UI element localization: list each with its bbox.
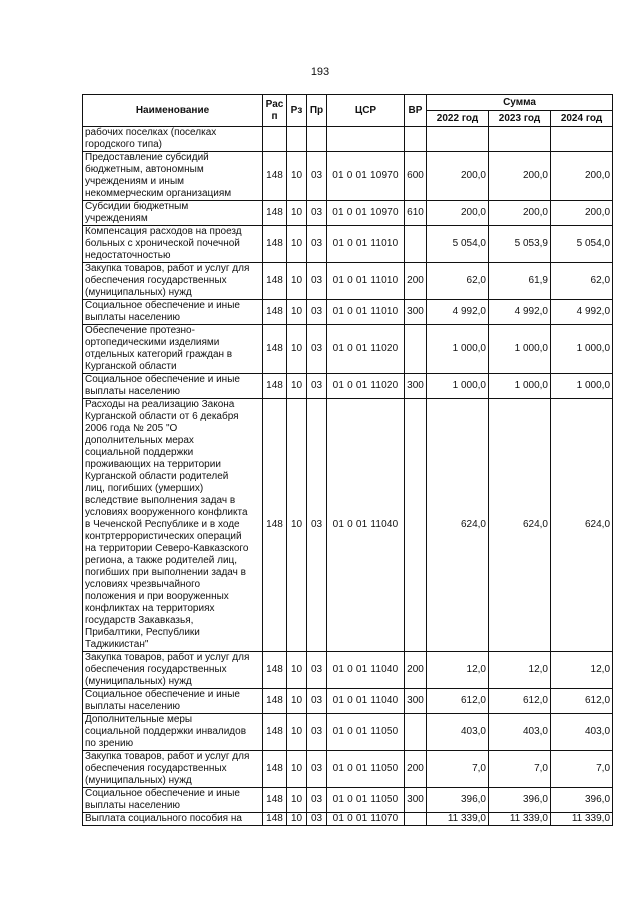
row-amount-2024: 7,0: [551, 751, 613, 788]
row-pr: 03: [307, 374, 327, 399]
row-csr: 01 0 01 11040: [327, 652, 405, 689]
row-pr: 03: [307, 300, 327, 325]
row-rasp: 148: [263, 399, 287, 652]
row-amount-2022: 396,0: [427, 788, 489, 813]
row-amount-2022: [427, 127, 489, 152]
header-rasp: Рас п: [263, 95, 287, 127]
row-rz: 10: [287, 325, 307, 374]
row-pr: [307, 127, 327, 152]
row-name: Обеспечение протезно- ортопедическими изделиями отдельных категорий граждан в Курганской области: [83, 325, 263, 374]
row-rz: 10: [287, 374, 307, 399]
row-rasp: 148: [263, 788, 287, 813]
row-rasp: 148: [263, 201, 287, 226]
row-pr: 03: [307, 714, 327, 751]
header-year-2024: 2024 год: [551, 111, 613, 127]
row-csr: [327, 127, 405, 152]
row-vr: 300: [405, 788, 427, 813]
row-rasp: 148: [263, 325, 287, 374]
row-rasp: 148: [263, 263, 287, 300]
row-name: Социальное обеспечение и иные выплаты населению: [83, 689, 263, 714]
row-amount-2023: 1 000,0: [489, 325, 551, 374]
row-rasp: [263, 127, 287, 152]
row-vr: 200: [405, 652, 427, 689]
row-rasp: 148: [263, 689, 287, 714]
row-pr: 03: [307, 652, 327, 689]
table-row: [83, 751, 613, 788]
row-amount-2022: 4 992,0: [427, 300, 489, 325]
row-pr: 03: [307, 751, 327, 788]
row-amount-2022: 200,0: [427, 201, 489, 226]
header-sum: Сумма: [427, 95, 613, 111]
page-number: 193: [310, 66, 330, 78]
row-rasp: 148: [263, 226, 287, 263]
row-amount-2024: [551, 127, 613, 152]
header-year-2023: 2023 год: [489, 111, 551, 127]
row-amount-2022: 1 000,0: [427, 374, 489, 399]
row-amount-2022: 403,0: [427, 714, 489, 751]
row-amount-2023: 396,0: [489, 788, 551, 813]
row-amount-2022: 200,0: [427, 152, 489, 201]
row-vr: [405, 325, 427, 374]
budget-table: [82, 94, 613, 826]
row-amount-2022: 5 054,0: [427, 226, 489, 263]
table-row: [83, 399, 613, 652]
row-name: Дополнительные меры социальной поддержки инвалидов по зрению: [83, 714, 263, 751]
row-rz: 10: [287, 652, 307, 689]
table-row: [83, 127, 613, 152]
row-vr: 200: [405, 751, 427, 788]
row-amount-2022: 62,0: [427, 263, 489, 300]
row-vr: 300: [405, 374, 427, 399]
header-vr: ВР: [405, 95, 427, 127]
row-name: Закупка товаров, работ и услуг для обеспечения государственных (муниципальных) нужд: [83, 652, 263, 689]
row-csr: 01 0 01 11050: [327, 788, 405, 813]
row-amount-2022: 624,0: [427, 399, 489, 652]
row-csr: 01 0 01 11040: [327, 399, 405, 652]
row-csr: 01 0 01 11050: [327, 714, 405, 751]
row-amount-2023: 11 339,0: [489, 813, 551, 826]
row-rasp: 148: [263, 300, 287, 325]
row-amount-2023: 7,0: [489, 751, 551, 788]
row-rz: 10: [287, 201, 307, 226]
table-row: [83, 714, 613, 751]
row-amount-2023: 624,0: [489, 399, 551, 652]
row-csr: 01 0 01 11010: [327, 300, 405, 325]
row-name: Социальное обеспечение и иные выплаты населению: [83, 788, 263, 813]
row-name: Социальное обеспечение и иные выплаты населению: [83, 300, 263, 325]
row-csr: 01 0 01 10970: [327, 152, 405, 201]
row-csr: 01 0 01 10970: [327, 201, 405, 226]
row-amount-2024: 5 054,0: [551, 226, 613, 263]
row-amount-2024: 11 339,0: [551, 813, 613, 826]
row-rz: 10: [287, 788, 307, 813]
row-pr: 03: [307, 788, 327, 813]
row-name: Закупка товаров, работ и услуг для обеспечения государственных (муниципальных) нужд: [83, 263, 263, 300]
row-amount-2024: 62,0: [551, 263, 613, 300]
row-rasp: 148: [263, 751, 287, 788]
row-name: Предоставление субсидий бюджетным, автономным учреждениям и иным некоммерческим организациям: [83, 152, 263, 201]
row-pr: 03: [307, 689, 327, 714]
table-row: [83, 152, 613, 201]
row-rz: 10: [287, 751, 307, 788]
header-pr: Пр: [307, 95, 327, 127]
row-rasp: 148: [263, 813, 287, 826]
row-rz: 10: [287, 689, 307, 714]
row-rz: 10: [287, 714, 307, 751]
row-rz: 10: [287, 226, 307, 263]
row-rz: 10: [287, 399, 307, 652]
row-amount-2023: 200,0: [489, 152, 551, 201]
table-row: [83, 263, 613, 300]
row-amount-2023: 612,0: [489, 689, 551, 714]
row-amount-2023: [489, 127, 551, 152]
header-rz: Рз: [287, 95, 307, 127]
row-name: Выплата социального пособия на: [83, 813, 263, 826]
row-amount-2023: 200,0: [489, 201, 551, 226]
row-csr: 01 0 01 11020: [327, 374, 405, 399]
table-row: [83, 226, 613, 263]
row-pr: 03: [307, 201, 327, 226]
row-csr: 01 0 01 11040: [327, 689, 405, 714]
row-rasp: 148: [263, 652, 287, 689]
row-amount-2024: 4 992,0: [551, 300, 613, 325]
row-csr: 01 0 01 11010: [327, 226, 405, 263]
row-vr: 300: [405, 300, 427, 325]
row-amount-2022: 12,0: [427, 652, 489, 689]
row-amount-2024: 612,0: [551, 689, 613, 714]
table-row: [83, 300, 613, 325]
row-rz: [287, 127, 307, 152]
row-amount-2024: 12,0: [551, 652, 613, 689]
row-pr: 03: [307, 152, 327, 201]
row-amount-2023: 12,0: [489, 652, 551, 689]
row-pr: 03: [307, 226, 327, 263]
row-vr: 300: [405, 689, 427, 714]
row-name: рабочих поселках (поселках городского типа): [83, 127, 263, 152]
row-amount-2023: 61,9: [489, 263, 551, 300]
row-vr: [405, 714, 427, 751]
row-pr: 03: [307, 325, 327, 374]
row-vr: [405, 226, 427, 263]
row-amount-2023: 403,0: [489, 714, 551, 751]
row-amount-2024: 403,0: [551, 714, 613, 751]
row-rasp: 148: [263, 714, 287, 751]
row-amount-2022: 11 339,0: [427, 813, 489, 826]
table-row: [83, 374, 613, 399]
table-row: [83, 788, 613, 813]
header-name: Наименование: [83, 95, 263, 127]
row-amount-2024: 1 000,0: [551, 325, 613, 374]
row-csr: 01 0 01 11010: [327, 263, 405, 300]
row-amount-2024: 624,0: [551, 399, 613, 652]
row-name: Закупка товаров, работ и услуг для обеспечения государственных (муниципальных) нужд: [83, 751, 263, 788]
row-rasp: 148: [263, 152, 287, 201]
row-pr: 03: [307, 263, 327, 300]
row-rz: 10: [287, 263, 307, 300]
row-vr: [405, 399, 427, 652]
row-name: Социальное обеспечение и иные выплаты населению: [83, 374, 263, 399]
table-row: [83, 813, 613, 826]
row-vr: [405, 127, 427, 152]
row-vr: 610: [405, 201, 427, 226]
row-rasp: 148: [263, 374, 287, 399]
row-rz: 10: [287, 813, 307, 826]
table-row: [83, 689, 613, 714]
row-name: Компенсация расходов на проезд больных с хронической почечной недостаточностью: [83, 226, 263, 263]
row-vr: 200: [405, 263, 427, 300]
header-year-2022: 2022 год: [427, 111, 489, 127]
table-row: [83, 652, 613, 689]
row-amount-2024: 396,0: [551, 788, 613, 813]
row-csr: 01 0 01 11050: [327, 751, 405, 788]
row-amount-2024: 200,0: [551, 152, 613, 201]
row-rz: 10: [287, 300, 307, 325]
row-amount-2022: 612,0: [427, 689, 489, 714]
row-amount-2022: 1 000,0: [427, 325, 489, 374]
row-amount-2024: 200,0: [551, 201, 613, 226]
row-name: Субсидии бюджетным учреждениям: [83, 201, 263, 226]
row-pr: 03: [307, 399, 327, 652]
row-amount-2023: 1 000,0: [489, 374, 551, 399]
row-amount-2022: 7,0: [427, 751, 489, 788]
table-row: [83, 201, 613, 226]
row-amount-2023: 5 053,9: [489, 226, 551, 263]
row-csr: 01 0 01 11070: [327, 813, 405, 826]
table-row: [83, 325, 613, 374]
row-amount-2024: 1 000,0: [551, 374, 613, 399]
row-amount-2023: 4 992,0: [489, 300, 551, 325]
row-csr: 01 0 01 11020: [327, 325, 405, 374]
row-pr: 03: [307, 813, 327, 826]
row-vr: [405, 813, 427, 826]
row-name: Расходы на реализацию Закона Курганской области от 6 декабря 2006 года № 205 "О дополнительных мерах социальной поддержки проживающих на территории Курганской области родителей лиц, погибших (умерших) вследствие выполнения задач в условиях вооруженного конфликта в Чеченской Республике и в ходе контртеррористических операций на территории Северо-Кавказского региона, а также родителей лиц, погибших при выполнении задач в условиях чрезвычайного положения и при вооруженных конфликтах на территориях государств Закавказья, Прибалтики, Республики Таджикистан": [83, 399, 263, 652]
header-csr: ЦСР: [327, 95, 405, 127]
row-rz: 10: [287, 152, 307, 201]
row-vr: 600: [405, 152, 427, 201]
